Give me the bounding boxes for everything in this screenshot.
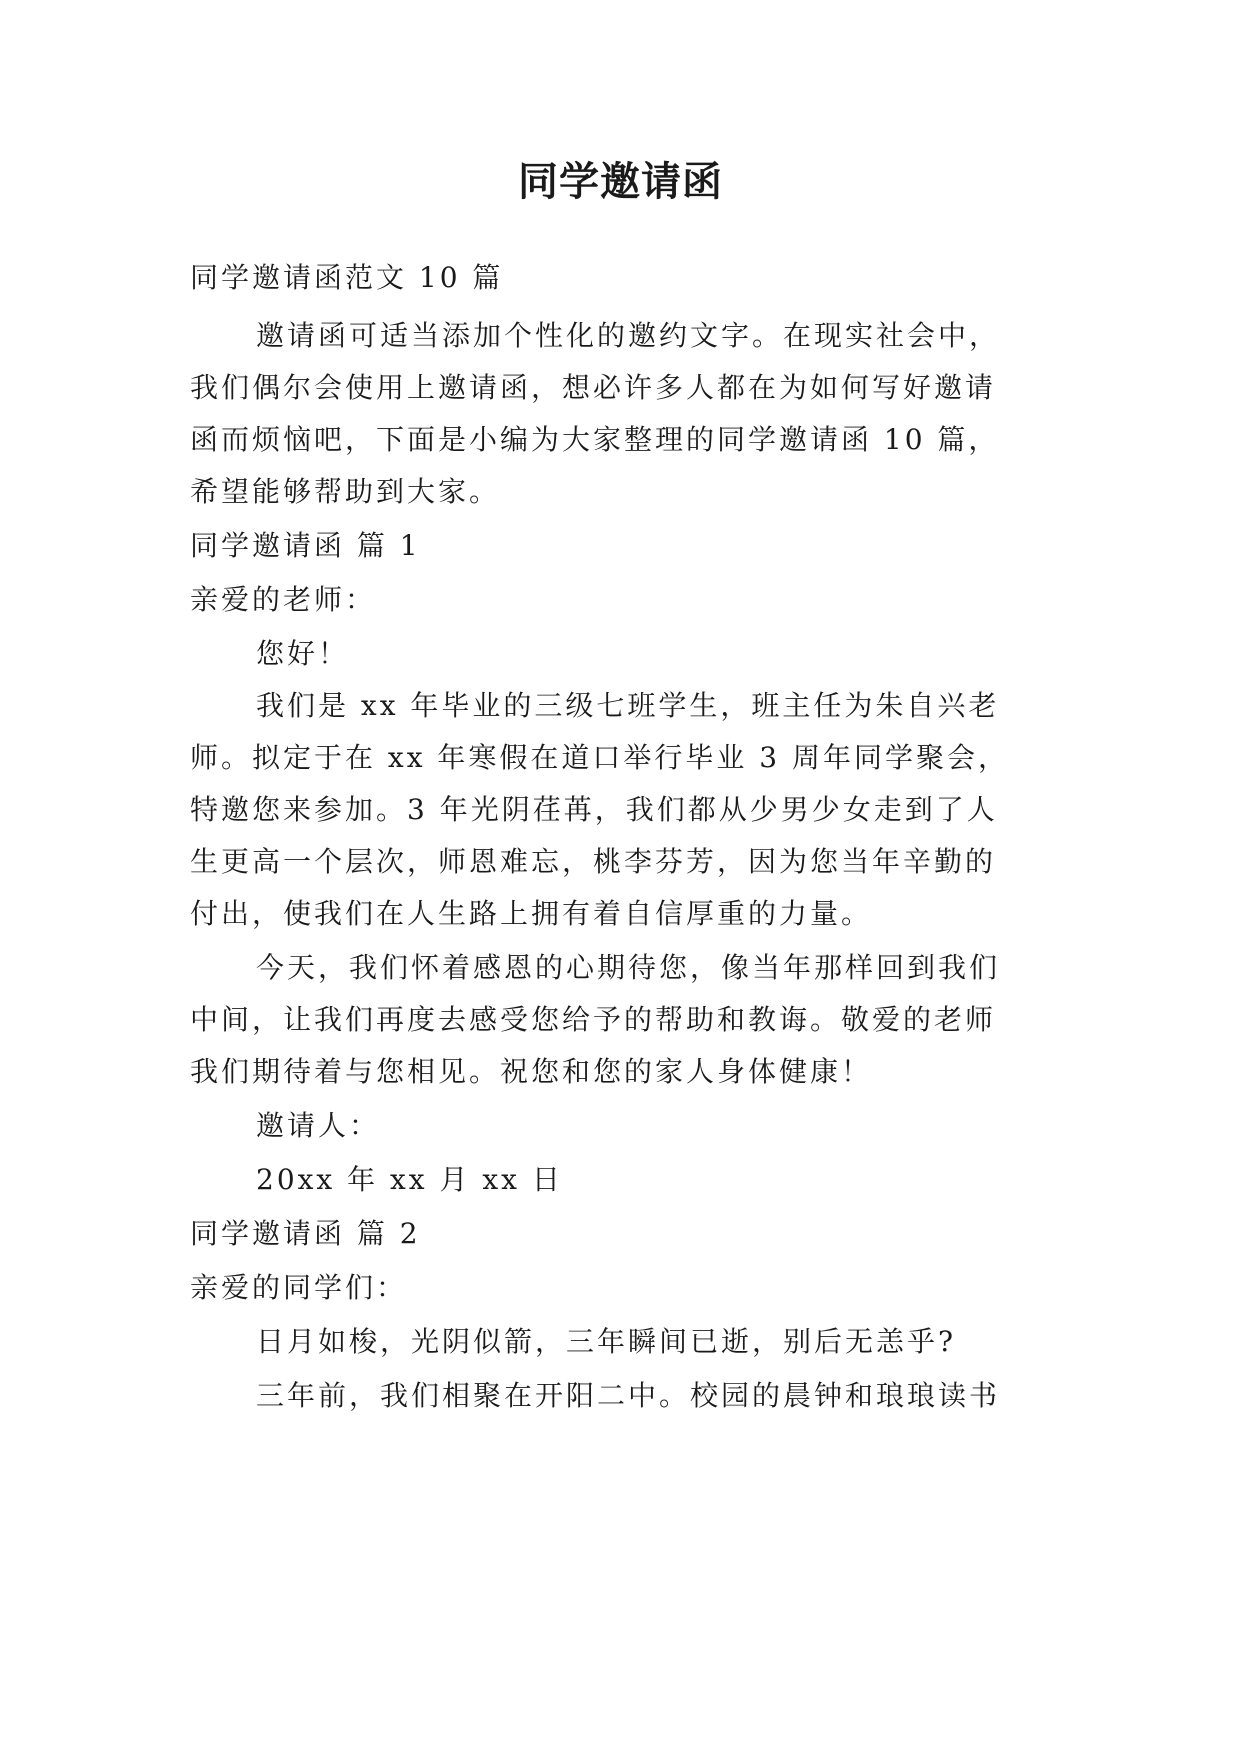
date-line: 20xx 年 xx 月 xx 日: [256, 1163, 563, 1196]
body-line: 三年前，我们相聚在开阳二中。校园的晨钟和琅琅读书: [256, 1379, 1001, 1412]
section-heading-2: 同学邀请函 篇 2: [190, 1217, 421, 1250]
body-line: 付出，使我们在人生路上拥有着自信厚重的力量。: [190, 897, 873, 930]
body-line: 我们是 xx 年毕业的三级七班学生，班主任为朱自兴老: [256, 689, 1000, 722]
greeting-line: 您好！: [256, 637, 350, 670]
body-line: 今天，我们怀着感恩的心期待您，像当年那样回到我们: [256, 951, 1001, 984]
body-line: 中间，让我们再度去感受您给予的帮助和教诲。敬爱的老师: [190, 1003, 997, 1036]
salutation-line: 亲爱的同学们：: [190, 1271, 408, 1304]
body-line: 邀请函可适当添加个性化的邀约文字。在现实社会中，: [256, 319, 1001, 352]
body-line: 我们期待着与您相见。祝您和您的家人身体健康！: [190, 1055, 873, 1088]
subtitle-line: 同学邀请函范文 10 篇: [190, 261, 504, 294]
inviter-line: 邀请人：: [256, 1109, 381, 1142]
body-line: 师。拟定于在 xx 年寒假在道口举行毕业 3 周年同学聚会，: [190, 741, 1010, 774]
document-title: 同学邀请函: [518, 159, 723, 205]
body-line: 函而烦恼吧，下面是小编为大家整理的同学邀请函 10 篇，: [190, 423, 1000, 456]
salutation-line: 亲爱的老师：: [190, 583, 377, 616]
body-line: 我们偶尔会使用上邀请函，想必许多人都在为如何写好邀请: [190, 371, 997, 404]
body-line: 生更高一个层次，师恩难忘，桃李芬芳，因为您当年辛勤的: [190, 845, 997, 878]
body-line: 日月如梭，光阴似箭，三年瞬间已逝，别后无恙乎?: [256, 1325, 957, 1358]
body-line: 特邀您来参加。3 年光阴荏苒，我们都从少男少女走到了人: [190, 793, 998, 826]
body-line: 希望能够帮助到大家。: [190, 475, 501, 508]
section-heading-1: 同学邀请函 篇 1: [190, 529, 421, 562]
